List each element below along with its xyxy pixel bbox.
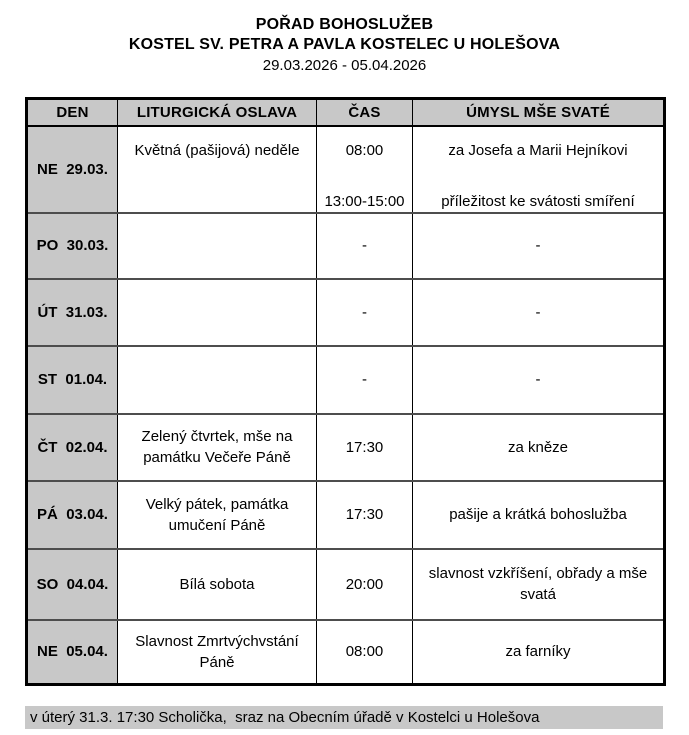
document-title: POŘAD BOHOSLUŽEB	[255, 16, 434, 33]
time-cell: 17:30	[317, 414, 413, 481]
day-cell: ST 01.04.	[27, 346, 118, 414]
table-row	[27, 549, 665, 620]
celebration-cell	[118, 279, 317, 346]
footer-note: v úterý 31.3. 17:30 Scholička, sraz na Obecním úřadě v Kostelci u Holešova	[25, 706, 663, 729]
time-cell: -	[317, 346, 413, 414]
time-cell: 20:00	[317, 549, 413, 620]
celebration-cell	[118, 346, 317, 414]
header-day: DEN	[27, 99, 118, 126]
time-cell: 17:30	[317, 481, 413, 549]
celebration-text: Květná (pašijová) neděle	[134, 141, 300, 159]
day-cell: NE 29.03.	[27, 126, 118, 213]
time-cell: -	[317, 213, 413, 279]
day-cell: PÁ 03.04.	[27, 481, 118, 549]
table-row	[27, 126, 665, 213]
intention-cell: -	[413, 213, 665, 279]
header-intention: ÚMYSL MŠE SVATÉ	[413, 99, 665, 126]
title-block	[0, 0, 689, 75]
intention-cell: pašije a krátká bohoslužba	[413, 481, 665, 549]
time-cell: -	[317, 279, 413, 346]
intention-cell: -	[413, 279, 665, 346]
header-celebration: LITURGICKÁ OSLAVA	[118, 99, 317, 126]
intention-cell: za farníky	[413, 620, 665, 685]
day-cell: ČT 02.04.	[27, 414, 118, 481]
date-range: 29.03.2026 - 05.04.2026	[262, 57, 427, 74]
table-row	[27, 414, 665, 481]
celebration-cell	[118, 126, 317, 213]
time-entry: 13:00-15:00	[324, 192, 405, 210]
intention-cell: slavnost vzkříšení, obřady a mše svatá	[413, 549, 665, 620]
intention-cell: -	[413, 346, 665, 414]
celebration-cell	[118, 213, 317, 279]
day-cell: ÚT 31.03.	[27, 279, 118, 346]
intention-entry: za Josefa a Marii Hejníkovi	[448, 141, 628, 159]
table-row	[27, 620, 665, 685]
celebration-cell: Zelený čtvrtek, mše na památku Večeře Páně	[118, 414, 317, 481]
time-cell	[317, 126, 413, 213]
celebration-cell: Slavnost Zmrtvýchvstání Páně	[118, 620, 317, 685]
table-row	[27, 213, 665, 279]
time-cell: 08:00	[317, 620, 413, 685]
celebration-cell: Bílá sobota	[118, 549, 317, 620]
header-time: ČAS	[317, 99, 413, 126]
intention-cell: za kněze	[413, 414, 665, 481]
day-cell: PO 30.03.	[27, 213, 118, 279]
table-header-row	[27, 99, 665, 126]
table-row	[27, 279, 665, 346]
time-entry: 08:00	[345, 141, 384, 159]
intention-cell	[413, 126, 665, 213]
schedule-table	[25, 97, 666, 686]
celebration-cell: Velký pátek, památka umučení Páně	[118, 481, 317, 549]
church-name: KOSTEL SV. PETRA A PAVLA KOSTELEC U HOLEŠOVA	[128, 36, 561, 53]
intention-entry: příležitost ke svátosti smíření	[441, 192, 635, 210]
day-cell: SO 04.04.	[27, 549, 118, 620]
day-cell: NE 05.04.	[27, 620, 118, 685]
table-row	[27, 481, 665, 549]
table-row	[27, 346, 665, 414]
